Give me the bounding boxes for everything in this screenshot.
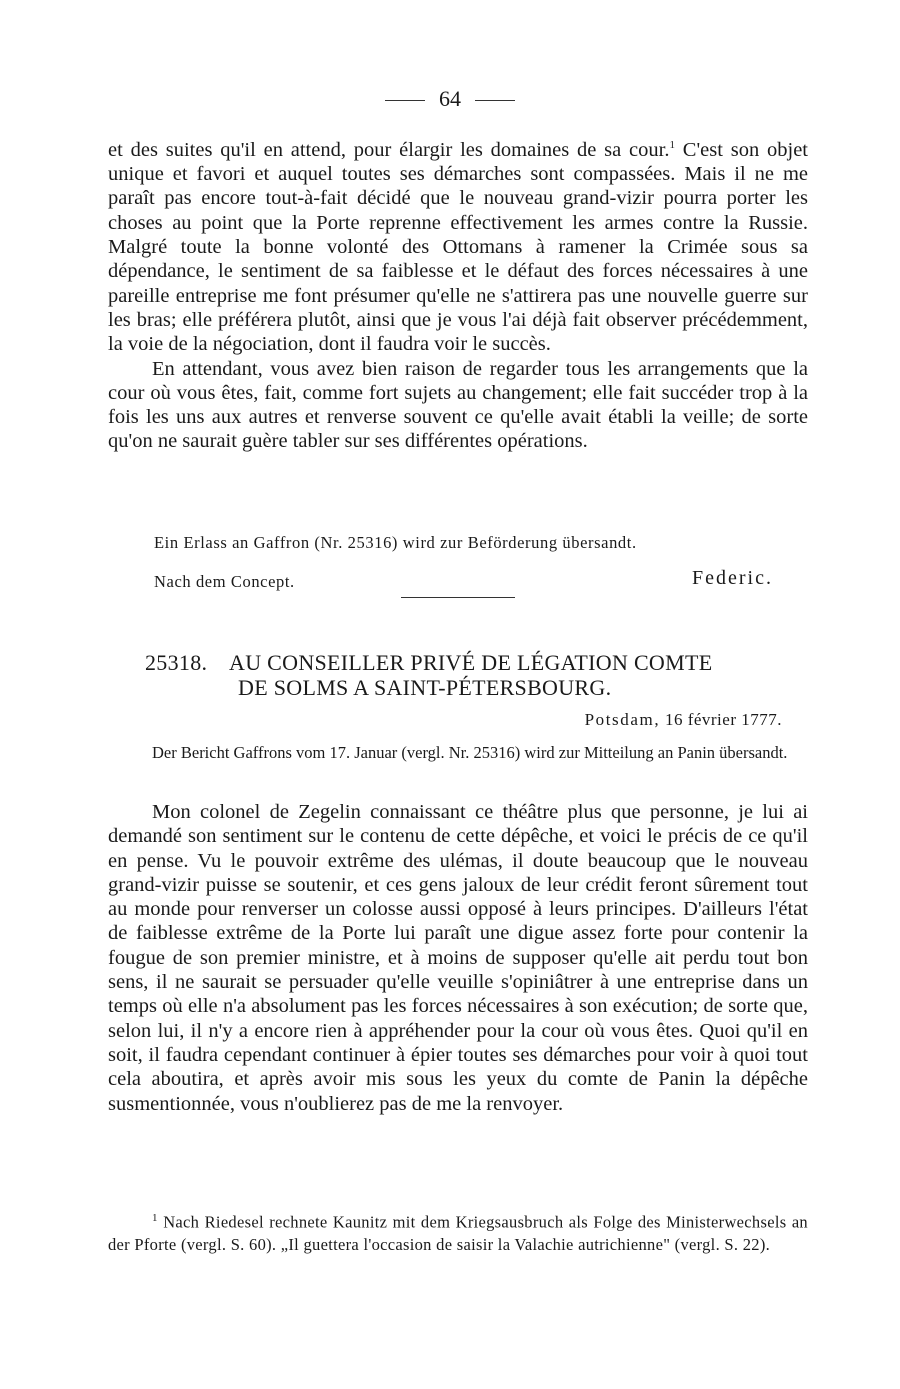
date-place: Potsdam,	[584, 710, 661, 729]
footnote-text: Nach Riedesel rechnete Kaunitz mit dem Kriegsausbruch als Folge des Ministerwechsels an der Pforte (vergl. S. 60). „Il guettera l'occasion de saisir la Valachie autrichienne" (vergl. S. 22).	[108, 1212, 808, 1254]
continued-letter-text	[108, 133, 808, 454]
page-number: 64	[439, 86, 461, 111]
regest-text: Der Bericht Gaffrons vom 17. Januar (vergl. Nr. 25316) wird zur Mitteilung an Panin übersandt.	[152, 743, 788, 762]
paragraph-en-attendant: En attendant, vous avez bien raison de regarder tous les arrangements que la cour où vous êtes, fait, comme fort sujets au changement; elle fait succéder trop à la fois les uns aux autres et renverse souvent ce qu'elle avait établi la veille; de sorte qu'on ne saurait guère tabler sur ses différentes opérations.	[108, 357, 808, 453]
footnote-number: 1	[152, 1212, 158, 1224]
heading-line-1	[145, 650, 825, 675]
footnote-marker: 1	[669, 139, 675, 151]
concept-note: Nach dem Concept.	[154, 572, 295, 591]
date-value: 16 février 1777.	[664, 710, 782, 729]
signature: Federic.	[692, 567, 773, 589]
heading-title-1: AU CONSEILLER PRIVÉ DE LÉGATION COMTE	[229, 650, 713, 675]
page-header	[0, 86, 900, 112]
letter-body	[108, 800, 808, 1116]
erlass-note: Ein Erlass an Gaffron (Nr. 25316) wird zur Beförderung übersandt.	[154, 533, 637, 552]
dateline	[585, 710, 782, 730]
footnote	[108, 1207, 808, 1256]
header-dash-right	[475, 100, 515, 101]
letter-number: 25318.	[145, 650, 208, 675]
letter-body-paragraph: Mon colonel de Zegelin connaissant ce théâtre plus que personne, je lui ai demandé son sentiment sur le contenu de cette dépêche, et voici le précis de ce qu'il en pense. Vu le pouvoir extrême des ulémas, il doute beaucoup que le nouveau grand-vizir puisse se soutenir, et ces gens jaloux de leur crédit feront sûrement tout au monde pour renverser un colosse aussi opposé à leurs principes. D'ailleurs l'état de faiblesse extrême de la Porte lui paraît une digue assez forte pour contenir la fougue de son premier ministre, et à moins de supposer qu'elle ait perdu tout bon sens, il ne saurait se persuader qu'elle veuille s'opiniâtrer à une entreprise dans un temps où elle n'a absolument pas les forces nécessaires à son exécution; de sorte que, selon lui, il n'y a encore rien à appréhender pour la cour où vous êtes. Quoi qu'il en soit, il faudra cependant continuer à épier toutes ses démarches pour voir à quoi tout cela aboutira, et après avoir mis sous les yeux du comte de Panin la dépêche susmentionnée, vous n'oublierez pas de me la renvoyer.	[108, 801, 808, 1115]
section-divider	[401, 597, 515, 598]
heading-title-2: DE SOLMS A SAINT-PÉTERSBOURG.	[238, 675, 612, 700]
paragraph-continued: et des suites qu'il en attend, pour élargir les domaines de sa cour.$^1$ C'est son objet unique et favori et auquel toutes ses démarches sont compassées. Mais il ne me paraît pas encore tout-à-fait décidé que le nouveau grand-vizir pourra porter les choses au point que la Porte reprenne effectivement les armes contre la Russie. Malgré toute la bonne volonté des Ottomans à ramener la Crimée sous sa dépendance, le sentiment de sa faiblesse et le défaut des forces nécessaires à une pareille entreprise me font présumer qu'elle ne s'attirera pas une nouvelle guerre sur les bras; elle préférera plutôt, ainsi que je vous l'ai déjà fait observer précédemment, la voie de la négociation, dont il faudra voir le succès.	[108, 138, 809, 356]
header-dash-left	[385, 100, 425, 101]
regest-note	[108, 742, 808, 764]
letter-heading	[145, 650, 825, 700]
footnote-paragraph	[108, 1207, 808, 1256]
